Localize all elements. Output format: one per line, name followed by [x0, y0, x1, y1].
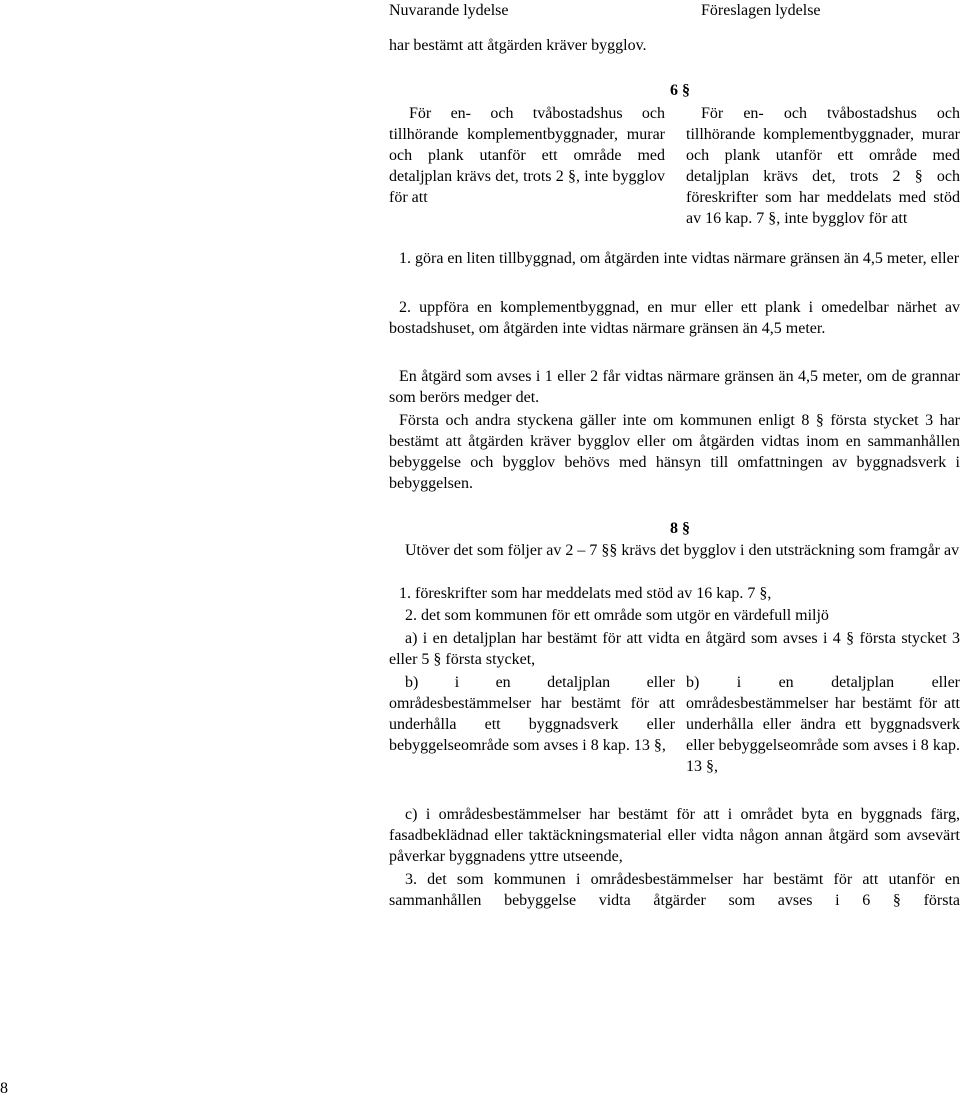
- section-6-heading: 6 §: [670, 82, 690, 99]
- proposed-item-2b: b) i en detaljplan eller områdesbestämmelser har bestämt för att underhålla eller ändra ett byggnadsverk eller bebyggelseområde som avses i 8 kap. 13 §,: [686, 674, 960, 775]
- paragraph-exceptions: Första och andra styckena gäller inte om kommunen enligt 8 § första stycket 3 har bestämt att åtgärden kräver bygglov eller om åtgärden vidtas inom en sammanhållen bebyggelse och bygglov behövs med hänsyn till omfattningen av byggnadsverk i bebyggelsen.: [389, 412, 960, 492]
- list-item-2: 2. uppföra en komplementbyggnad, en mur eller ett plank i omedelbar närhet av bostadshuset, om åtgärden inte vidtas närmare gränsen än 4,5 meter.: [389, 299, 960, 337]
- section-8-item-3: 3. det som kommunen i områdesbestämmelser har bestämt för att utanför en sammanhållen bebyggelse vidta åtgärder som avses i 6 § första: [389, 871, 960, 909]
- header-current-wording: Nuvarande lydelse: [389, 2, 509, 19]
- section-8-intro: Utöver det som följer av 2 – 7 §§ krävs det bygglov i den utsträckning som framgår av: [405, 542, 960, 559]
- section-8-heading: 8 §: [670, 520, 690, 537]
- proposed-section-6-text: För en- och tvåbostadshus och tillhörande komplementbyggnader, murar och plank utanför ett område med detaljplan krävs det, trots 2 § och föreskrifter som har meddelats med stöd av 16 kap. 7 §, inte bygglov för att: [686, 105, 960, 227]
- current-item-2b: b) i en detaljplan eller områdesbestämmelser har bestämt för att underhålla ett byggnadsverk eller bebyggelseområde som avses i 8 kap. 13 §,: [389, 674, 675, 754]
- section-8-item-2: 2. det som kommunen för ett område som utgör en värdefull miljö: [405, 607, 829, 624]
- section-8-item-2a: a) i en detaljplan har bestämt för att vidta en åtgärd som avses i 4 § första stycket 3 eller 5 § första stycket,: [389, 630, 960, 668]
- paragraph-neighbours: En åtgärd som avses i 1 eller 2 får vidtas närmare gränsen än 4,5 meter, om de grannar som berörs medger det.: [389, 368, 960, 406]
- section-8-item-2c: c) i områdesbestämmelser har bestämt för att i området byta en byggnads färg, fasadbeklädnad eller taktäckningsmaterial eller vidta någon annan åtgärd som avsevärt påverkar byggnadens yttre utseende,: [389, 806, 960, 865]
- header-proposed-wording: Föreslagen lydelse: [701, 2, 821, 19]
- paragraph-top: har bestämt att åtgärden kräver bygglov.: [389, 37, 647, 54]
- page-number: 8: [0, 1080, 8, 1097]
- current-section-6-text: För en- och tvåbostadshus och tillhörande komplementbyggnader, murar och plank utanför ett område med detaljplan krävs det, trots 2 §, inte bygglov för att: [389, 105, 665, 206]
- list-item-1: 1. göra en liten tillbyggnad, om åtgärden inte vidtas närmare gränsen än 4,5 meter, eller: [399, 250, 960, 267]
- section-8-item-1: 1. föreskrifter som har meddelats med stöd av 16 kap. 7 §,: [399, 585, 772, 602]
